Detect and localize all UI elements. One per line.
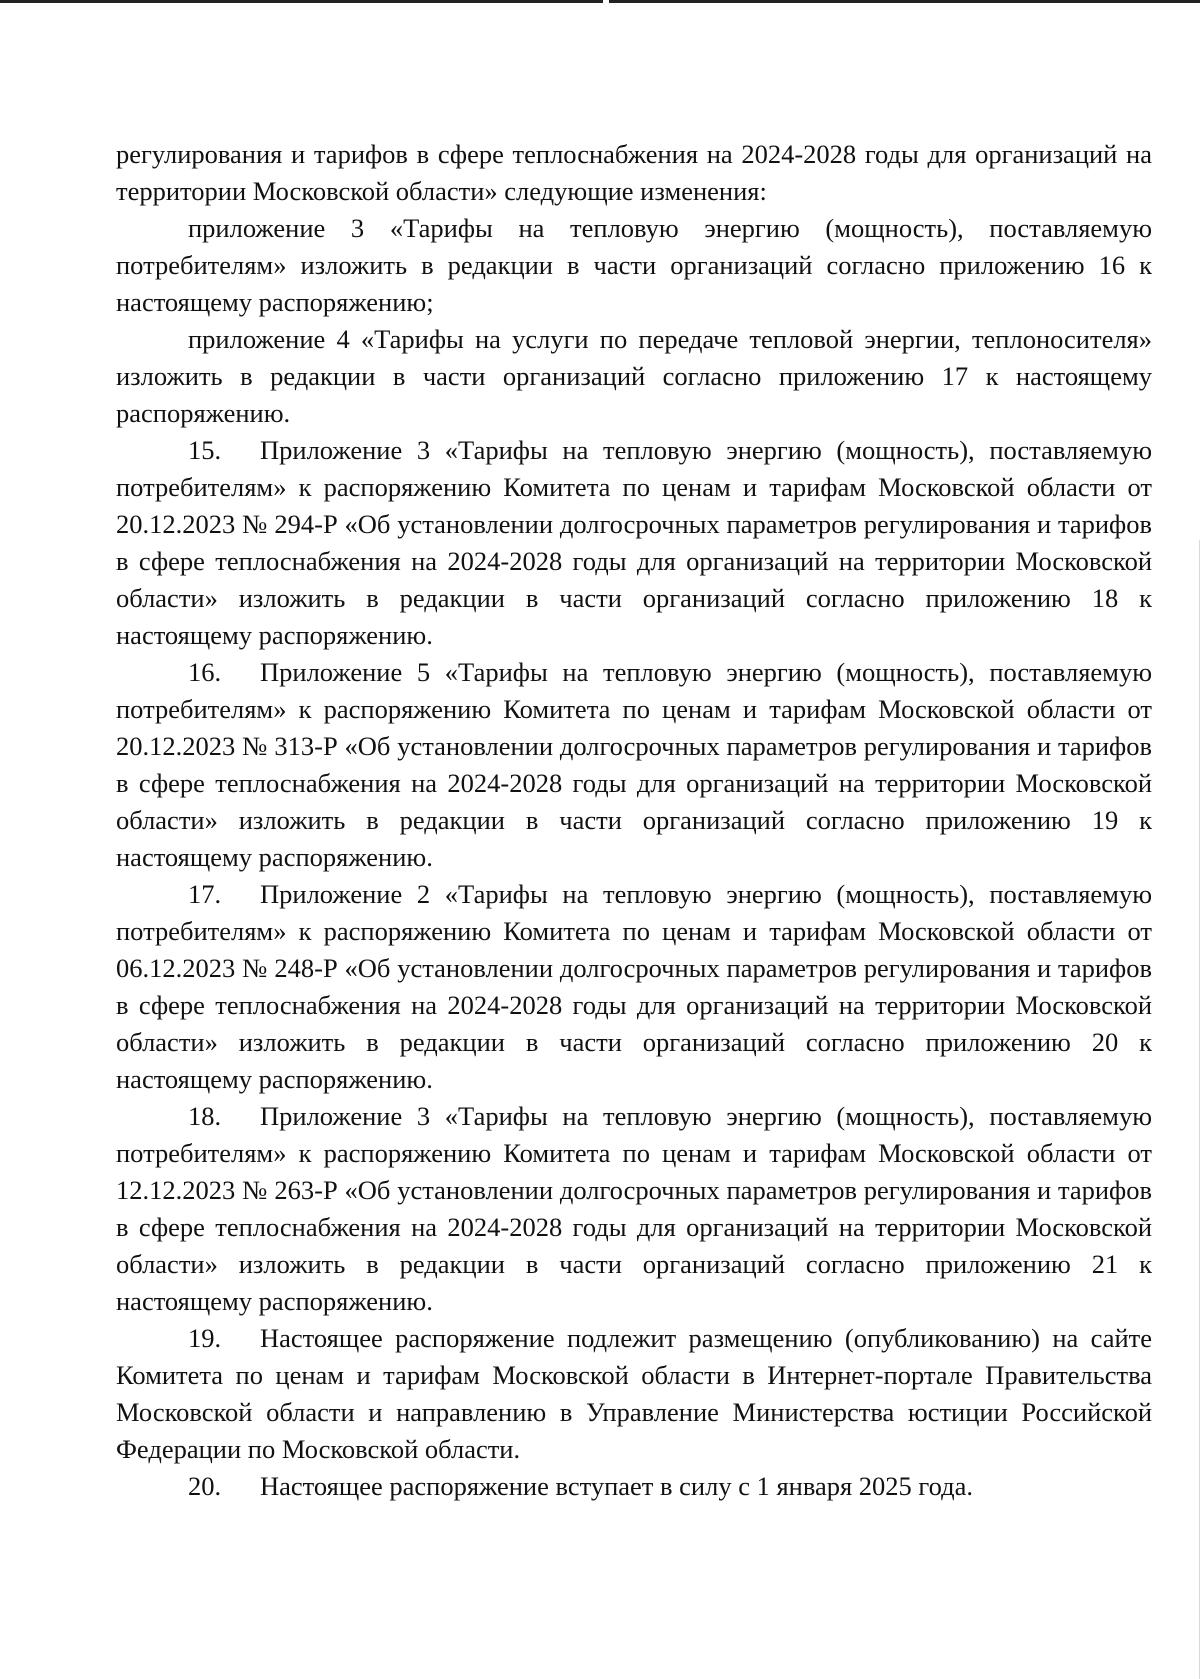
paragraph-item-16 [116, 654, 1152, 876]
paragraph-text: приложение 4 «Тарифы на услуги по передаче тепловой энергии, теплоносителя» изложить в редакции в части организаций согласно приложению 17 к настоящему распоряжению. [116, 324, 1152, 428]
paragraph-text: Приложение 2 «Тарифы на тепловую энергию (мощность), поставляемую потребителям» к распоряжению Комитета по ценам и тарифам Московской области от 06.12.2023 № 248-Р «Об установлении долгосрочных параметров регулирования и тарифов в сфере теплоснабжения на 2024-2028 годы для организаций на территории Московской области» изложить в редакции в части организаций согласно приложению 20 к настоящему распоряжению. [116, 879, 1152, 1094]
paragraph-text: Приложение 3 «Тарифы на тепловую энергию (мощность), поставляемую потребителям» к распоряжению Комитета по ценам и тарифам Московской области от 20.12.2023 № 294-Р «Об установлении долгосрочных параметров регулирования и тарифов в сфере теплоснабжения на 2024-2028 годы для организаций на территории Московской области» изложить в редакции в части организаций согласно приложению 18 к настоящему распоряжению. [116, 435, 1152, 650]
paragraph-item-17 [116, 876, 1152, 1098]
scan-top-border [0, 0, 1200, 3]
document-body [116, 136, 1152, 1505]
item-number: 20. [188, 1471, 222, 1501]
paragraph-text: Настоящее распоряжение вступает в силу с 1 января 2025 года. [260, 1471, 974, 1501]
paragraph-item-15 [116, 432, 1152, 654]
paragraph-appendix-3 [116, 210, 1152, 321]
item-number: 17. [188, 879, 222, 909]
paragraph-appendix-4 [116, 321, 1152, 432]
item-number: 16. [188, 657, 222, 687]
paragraph-item-18 [116, 1098, 1152, 1320]
scan-top-border-gap [603, 0, 609, 3]
paragraph-item-20 [116, 1468, 1152, 1505]
item-number: 15. [188, 435, 222, 465]
paragraph-text: Приложение 5 «Тарифы на тепловую энергию (мощность), поставляемую потребителям» к распоряжению Комитета по ценам и тарифам Московской области от 20.12.2023 № 313-Р «Об установлении долгосрочных параметров регулирования и тарифов в сфере теплоснабжения на 2024-2028 годы для организаций на территории Московской области» изложить в редакции в части организаций согласно приложению 19 к настоящему распоряжению. [116, 657, 1152, 872]
item-number: 18. [188, 1101, 222, 1131]
paragraph-text: регулирования и тарифов в сфере теплоснабжения на 2024-2028 годы для организаций на территории Московской области» следующие изменения: [116, 139, 1152, 206]
paragraph-item-19 [116, 1320, 1152, 1468]
paragraph-text: приложение 3 «Тарифы на тепловую энергию (мощность), поставляемую потребителям» изложить в редакции в части организаций согласно приложению 16 к настоящему распоряжению; [116, 213, 1152, 317]
paragraph-text: Настоящее распоряжение подлежит размещению (опубликованию) на сайте Комитета по ценам и тарифам Московской области в Интернет-портале Правительства Московской области и направлению в Управление Министерства юстиции Российской Федерации по Московской области. [116, 1323, 1152, 1464]
item-number: 19. [188, 1323, 222, 1353]
paragraph-text: Приложение 3 «Тарифы на тепловую энергию (мощность), поставляемую потребителям» к распоряжению Комитета по ценам и тарифам Московской области от 12.12.2023 № 263-Р «Об установлении долгосрочных параметров регулирования и тарифов в сфере теплоснабжения на 2024-2028 годы для организаций на территории Московской области» изложить в редакции в части организаций согласно приложению 21 к настоящему распоряжению. [116, 1101, 1152, 1316]
paragraph-continuation [116, 136, 1152, 210]
